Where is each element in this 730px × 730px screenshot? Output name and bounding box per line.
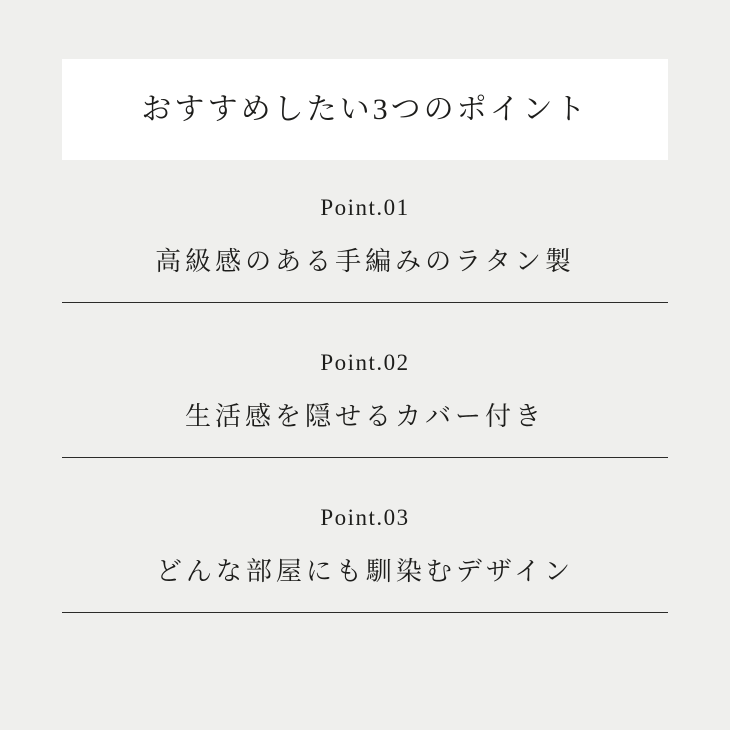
point-label: Point.02 xyxy=(320,349,410,375)
point-item xyxy=(62,506,668,613)
point-item xyxy=(62,196,668,303)
point-label: Point.03 xyxy=(320,504,410,530)
point-label: Point.01 xyxy=(320,195,410,220)
points-list xyxy=(62,196,668,613)
point-text: 生活感を隠せるカバー付き xyxy=(62,402,668,458)
point-item xyxy=(62,351,668,458)
page-title: おすすめしたい3つのポイント xyxy=(141,92,589,126)
header-band xyxy=(62,59,668,160)
point-text: どんな部屋にも馴染むデザイン xyxy=(62,557,668,613)
point-text: 高級感のある手編みのラタン製 xyxy=(62,247,668,303)
